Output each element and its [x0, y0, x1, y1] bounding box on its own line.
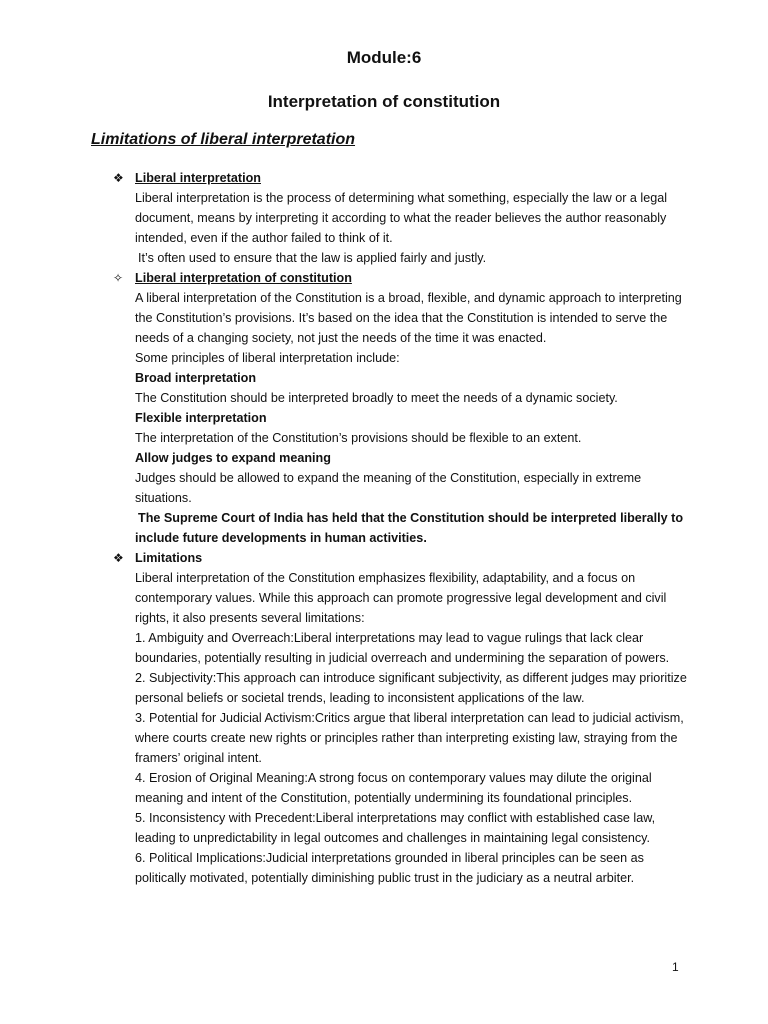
- page-number: 1: [672, 960, 679, 974]
- outline-star-bullet-icon: ✧: [113, 271, 124, 285]
- bullet-liberal-interpretation: [113, 168, 695, 188]
- section-heading: Limitations of liberal interpretation: [91, 131, 356, 148]
- bullet-heading: Liberal interpretation of constitution: [135, 271, 352, 285]
- limitation-item: 1. Ambiguity and Overreach:Liberal interpretations may lead to vague rulings that lack clear boundaries, potentially resulting in judicial overreach and undermining the separation of powers.: [135, 631, 670, 665]
- paragraph: It’s often used to ensure that the law is applied fairly and justly.: [138, 251, 487, 265]
- paragraph: Liberal interpretation is the process of determining what something, especially the law or a legal document, means by interpreting it according to what the reader believes the author reasonably intended, even if the author failed to think of it.: [135, 191, 668, 245]
- principle-text: The interpretation of the Constitution’s provisions should be flexible to an extent.: [135, 431, 582, 445]
- limitation-item: 2. Subjectivity:This approach can introduce significant subjectivity, as different judges may prioritize personal beliefs or societal trends, leading to inconsistent applications of the law.: [135, 671, 687, 705]
- paragraph: Liberal interpretation of the Constitution emphasizes flexibility, adaptability, and a focus on contemporary values. While this approach can promote progressive legal development and civil rights, it also presents several limitations:: [135, 571, 667, 625]
- principle-title: Flexible interpretation: [135, 411, 267, 425]
- limitation-item: 4. Erosion of Original Meaning:A strong focus on contemporary values may dilute the original meaning and intent of the Constitution, potentially undermining its foundational principles.: [135, 771, 652, 805]
- bullet-heading: Liberal interpretation: [135, 171, 261, 185]
- bullet-limitations: [113, 548, 695, 568]
- bullet-heading: Limitations: [135, 551, 203, 565]
- principle-text: The Constitution should be interpreted broadly to meet the needs of a dynamic society.: [135, 391, 618, 405]
- principle-text: Judges should be allowed to expand the meaning of the Constitution, especially in extreme situations.: [135, 471, 642, 505]
- limitation-item: 3. Potential for Judicial Activism:Critics argue that liberal interpretation can lead to judicial activism, where courts create new rights or principles rather than interpreting existing law, straying from the framers’ original intent.: [135, 711, 684, 765]
- diamond-bullet-icon: ❖: [113, 551, 124, 565]
- diamond-bullet-icon: ❖: [113, 171, 124, 185]
- page-title: Interpretation of constitution: [267, 92, 501, 111]
- limitation-item: 6. Political Implications:Judicial interpretations grounded in liberal principles can be seen as politically motivated, potentially diminishing public trust in the judiciary as a neutral arbiter.: [135, 851, 644, 885]
- module-title: Module:6: [346, 48, 422, 67]
- bullet-liberal-interpretation-of-constitution: [113, 268, 695, 288]
- principle-title: Broad interpretation: [135, 371, 257, 385]
- document-body: [113, 168, 695, 888]
- supreme-court-note: The Supreme Court of India has held that the Constitution should be interpreted liberally to include future developments in human activities.: [135, 511, 684, 545]
- principle-title: Allow judges to expand meaning: [135, 451, 331, 465]
- paragraph: A liberal interpretation of the Constitution is a broad, flexible, and dynamic approach to interpreting the Constitution’s provisions. It’s based on the idea that the Constitution is intended to serve the needs of a changing society, not just the needs of the time it was enacted.: [135, 291, 682, 345]
- paragraph: Some principles of liberal interpretation include:: [135, 351, 400, 365]
- limitation-item: 5. Inconsistency with Precedent:Liberal interpretations may conflict with established case law, leading to unpredictability in legal outcomes and challenges in maintaining legal consistency.: [135, 811, 656, 845]
